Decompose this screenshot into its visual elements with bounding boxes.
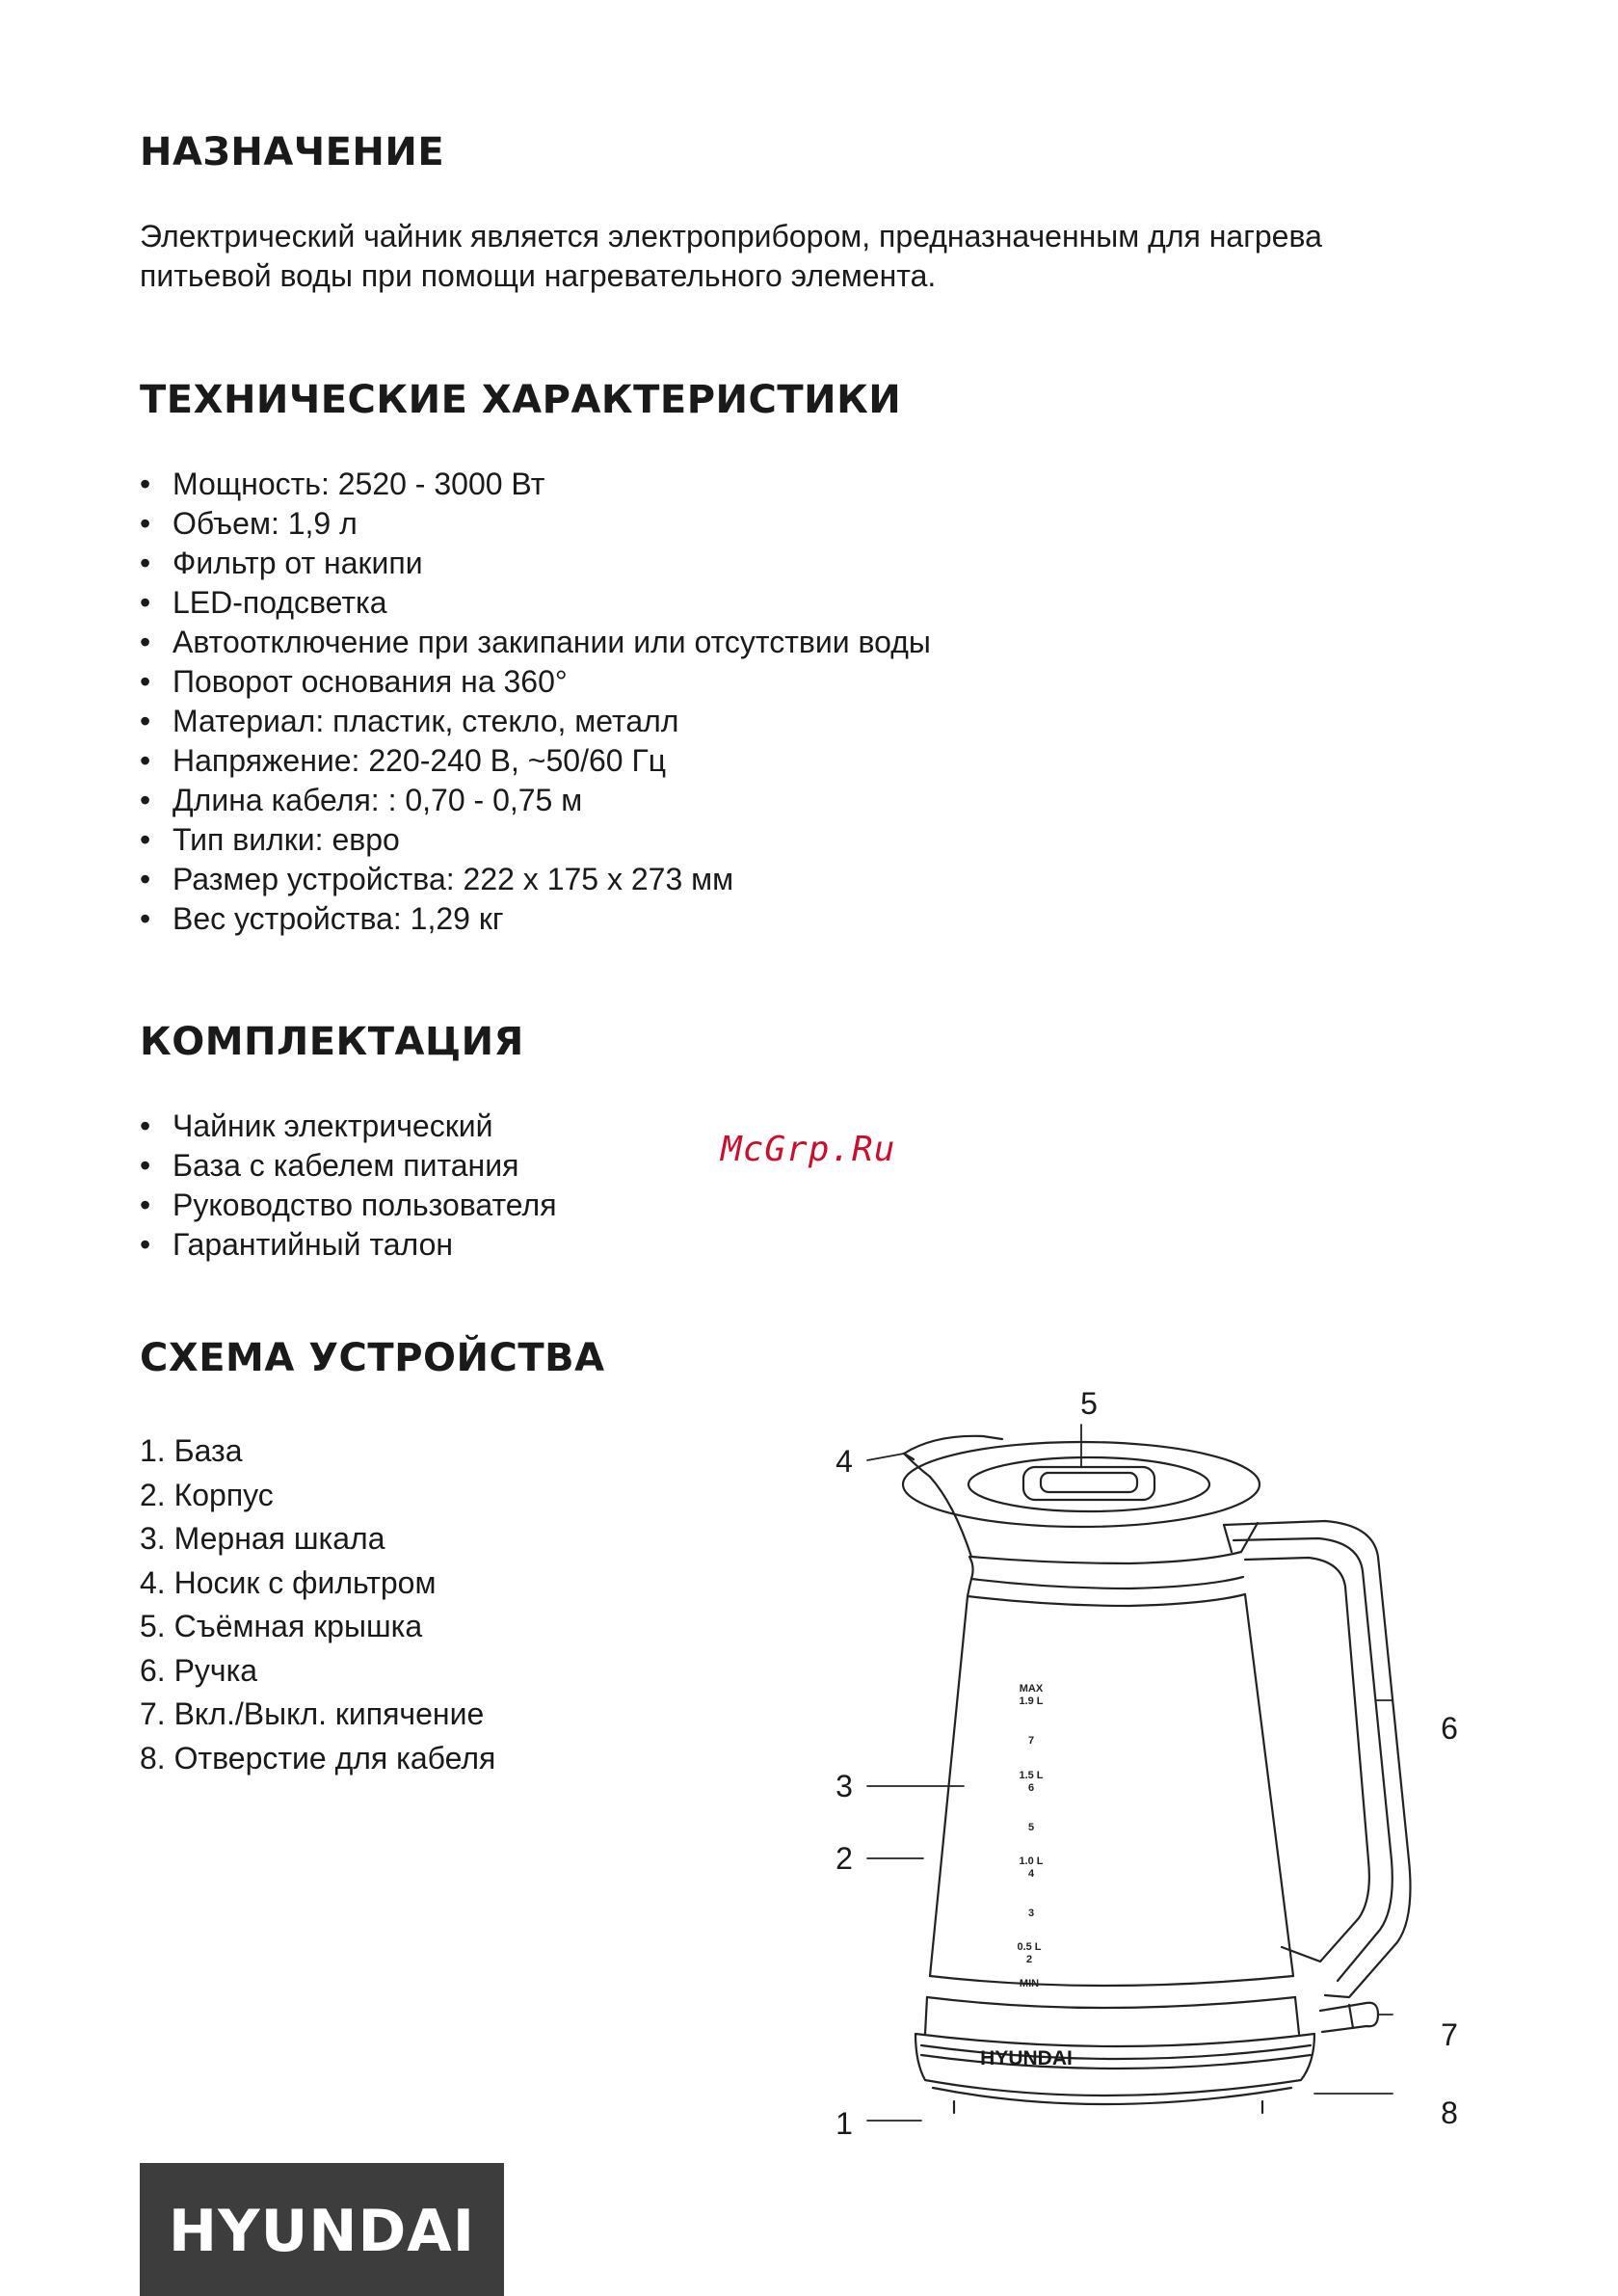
spec-item: • Длина кабеля: : 0,70 - 0,75 м	[140, 783, 583, 817]
kettle-body	[925, 1594, 1299, 2034]
watermark: McGrp.Ru	[721, 1130, 896, 1169]
scale-10l: 1.0 L	[1019, 1855, 1044, 1867]
kettle-brand-label: HYUNDAI	[980, 2047, 1073, 2069]
spec-item: • Размер устройства: 222 x 175 x 273 мм	[140, 862, 734, 896]
part-item: 6. Ручка	[140, 1652, 258, 1688]
scale-cup5: 5	[1027, 1822, 1035, 1833]
spec-item: • Мощность: 2520 - 3000 Вт	[140, 467, 545, 501]
spec-item: • LED-подсветка	[140, 585, 387, 620]
callout-6: 6	[1441, 1711, 1458, 1746]
package-item: • Гарантийный талон	[140, 1227, 454, 1262]
scale-min: MIN	[1019, 1978, 1040, 1989]
callout-7: 7	[1441, 2017, 1458, 2052]
kettle-base	[915, 2034, 1314, 2113]
scale-05l: 0.5 L	[1017, 1941, 1042, 1953]
spec-item: • Тип вилки: евро	[140, 822, 400, 857]
section-heading-scheme: СХЕМА УСТРОЙСТВА	[140, 1336, 605, 1380]
part-item: 1. База	[140, 1433, 243, 1468]
spec-item: • Вес устройства: 1,29 кг	[140, 901, 504, 936]
scale-cup7: 7	[1027, 1735, 1035, 1747]
package-list	[140, 1107, 557, 1265]
kettle-diagram	[809, 1359, 1503, 2169]
measuring-scale	[1017, 1683, 1043, 1989]
spec-item: • Напряжение: 220-240 В, ~50/60 Гц	[140, 743, 667, 778]
package-item: • База с кабелем питания	[140, 1148, 519, 1183]
kettle-switch	[1320, 2003, 1378, 2032]
part-item: 5. Съёмная крышка	[140, 1609, 423, 1643]
part-item: 4. Носик с фильтром	[140, 1564, 437, 1600]
scale-15l: 1.5 L	[1019, 1770, 1044, 1781]
spec-item: • Объем: 1,9 л	[140, 506, 358, 541]
purpose-text	[140, 217, 1489, 296]
section-heading-specs: ТЕХНИЧЕСКИЕ ХАРАКТЕРИСТИКИ	[140, 378, 902, 422]
spec-item: • Поворот основания на 360°	[140, 664, 568, 699]
callout-lines	[867, 1425, 1393, 2121]
scale-cup4: 4	[1027, 1868, 1035, 1880]
spec-item: • Материал: пластик, стекло, металл	[140, 704, 679, 738]
scale-cup6: 6	[1027, 1782, 1035, 1794]
section-heading-package: КОМПЛЕКТАЦИЯ	[140, 1020, 524, 1064]
scale-19l: 1.9 L	[1019, 1695, 1044, 1707]
part-item: 8. Отверстие для кабеля	[140, 1740, 496, 1775]
scale-max: MAX	[1019, 1683, 1044, 1695]
callout-5: 5	[1080, 1386, 1098, 1421]
callout-3: 3	[836, 1769, 853, 1803]
callout-4: 4	[836, 1444, 853, 1479]
part-item: 2. Корпус	[140, 1477, 274, 1512]
package-item: • Руководство пользователя	[140, 1188, 557, 1222]
parts-list	[140, 1429, 495, 1780]
specs-list	[140, 465, 931, 939]
scale-cup2: 2	[1025, 1954, 1033, 1965]
kettle-handle	[1224, 1521, 1411, 1997]
purpose-text-line1: Электрический чайник является электроприбором, предназначенным для нагрева	[140, 219, 1322, 254]
purpose-text-line2: питьевой воды при помощи нагревательного элемента.	[140, 258, 937, 293]
package-item: • Чайник электрический	[140, 1108, 493, 1143]
part-item: 7. Вкл./Выкл. кипячение	[140, 1696, 485, 1731]
callout-2: 2	[836, 1841, 853, 1876]
callout-8: 8	[1441, 2096, 1458, 2130]
callout-1: 1	[836, 2106, 853, 2141]
spec-item: • Фильтр от накипи	[140, 546, 423, 580]
part-item: 3. Мерная шкала	[140, 1521, 385, 1556]
footer-brand-logo: HYUNDAI	[168, 2198, 476, 2265]
footer-brand-box	[140, 2163, 504, 2296]
section-heading-purpose: НАЗНАЧЕНИЕ	[140, 130, 445, 174]
spec-item: • Автоотключение при закипании или отсутствии воды	[140, 625, 931, 659]
scale-cup3: 3	[1027, 1908, 1035, 1919]
